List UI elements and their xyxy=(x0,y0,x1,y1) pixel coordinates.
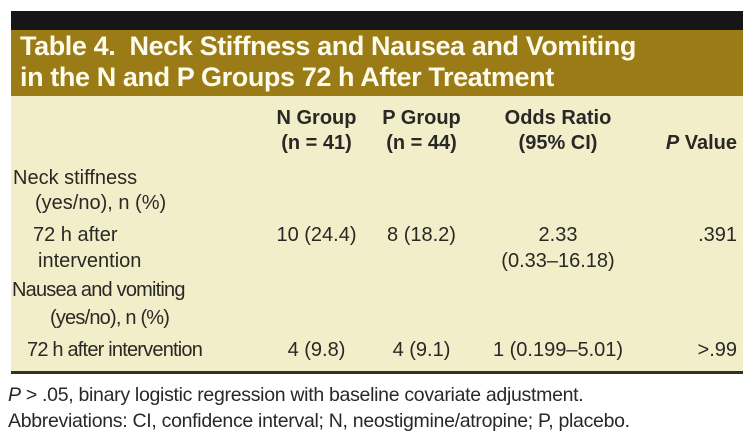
empty-cell xyxy=(642,193,743,225)
table-row xyxy=(11,280,743,308)
empty-cell xyxy=(264,251,369,280)
column-header-n-group xyxy=(264,106,369,156)
table-4 xyxy=(11,11,743,374)
row-label: 72 h after xyxy=(33,224,118,246)
footnote-significance xyxy=(8,382,752,408)
cell-p-value: .391 xyxy=(698,224,737,246)
footnote-abbreviations: Abbreviations: CI, confidence interval; N, neostigmine/atropine; P, placebo. xyxy=(8,410,630,432)
empty-cell xyxy=(642,168,743,193)
table-row xyxy=(11,308,743,340)
empty-cell xyxy=(474,308,642,340)
p-value-label xyxy=(666,131,737,156)
row-label: Neck stiffness xyxy=(13,167,138,189)
column-header-row xyxy=(11,106,743,156)
empty-cell xyxy=(264,193,369,225)
empty-cell xyxy=(264,280,369,308)
cell-p-group: 8 (18.2) xyxy=(387,224,456,246)
empty-cell xyxy=(369,251,474,280)
cell-n-group: 10 (24.4) xyxy=(276,224,357,246)
row-label: (yes/no), n (%) xyxy=(50,307,170,329)
empty-header-cell xyxy=(11,106,264,156)
cell-odds-ratio: 2.33 xyxy=(538,224,578,246)
table-title-line-2: in the N and P Groups 72 h After Treatment xyxy=(20,62,554,92)
p-group-count: (n = 44) xyxy=(386,132,457,154)
table-title-line-1: Table 4. Neck Stiffness and Nausea and Vomiting xyxy=(20,31,636,61)
top-black-bar xyxy=(11,11,743,30)
n-group-label: N Group xyxy=(276,107,357,129)
empty-cell xyxy=(369,193,474,225)
p-value-italic-p: P xyxy=(665,132,680,154)
empty-cell xyxy=(642,308,743,340)
empty-cell xyxy=(642,251,743,280)
empty-cell xyxy=(474,280,642,308)
table-row xyxy=(11,340,743,371)
cell-n-group: 4 (9.8) xyxy=(287,339,346,361)
cell-p-value: >.99 xyxy=(697,339,737,361)
table-body xyxy=(11,96,743,374)
odds-ratio-label: Odds Ratio xyxy=(504,107,612,129)
empty-cell xyxy=(642,280,743,308)
column-header-odds-ratio xyxy=(474,106,642,156)
n-group-count: (n = 41) xyxy=(281,132,352,154)
empty-cell xyxy=(264,168,369,193)
column-header-p-group xyxy=(369,106,474,156)
p-value-rest: Value xyxy=(679,132,737,154)
table-row xyxy=(11,225,743,251)
footnote-line1-rest: > .05, binary logistic regression with baseline covariate adjustment. xyxy=(20,384,584,406)
odds-ratio-ci: (95% CI) xyxy=(518,132,598,154)
footnote-italic-p: P xyxy=(8,384,21,406)
empty-cell xyxy=(369,308,474,340)
table-row xyxy=(11,193,743,225)
cell-odds-ratio: 1 (0.199–5.01) xyxy=(492,339,624,361)
empty-cell xyxy=(264,308,369,340)
table-title-band xyxy=(11,30,743,96)
cell-odds-ratio-ci: (0.33–16.18) xyxy=(501,250,615,272)
empty-cell xyxy=(474,193,642,225)
cell-p-group: 4 (9.1) xyxy=(392,339,451,361)
table-row xyxy=(11,168,743,193)
empty-cell xyxy=(369,168,474,193)
empty-cell xyxy=(474,168,642,193)
row-label: Nausea and vomiting xyxy=(12,279,185,301)
table-row xyxy=(11,251,743,280)
column-header-p-value xyxy=(642,106,743,156)
row-label: 72 h after intervention xyxy=(27,339,203,361)
empty-cell xyxy=(369,280,474,308)
footnotes xyxy=(8,382,752,434)
row-label: (yes/no), n (%) xyxy=(35,192,167,214)
p-group-label: P Group xyxy=(382,107,461,129)
row-label: intervention xyxy=(38,250,142,272)
